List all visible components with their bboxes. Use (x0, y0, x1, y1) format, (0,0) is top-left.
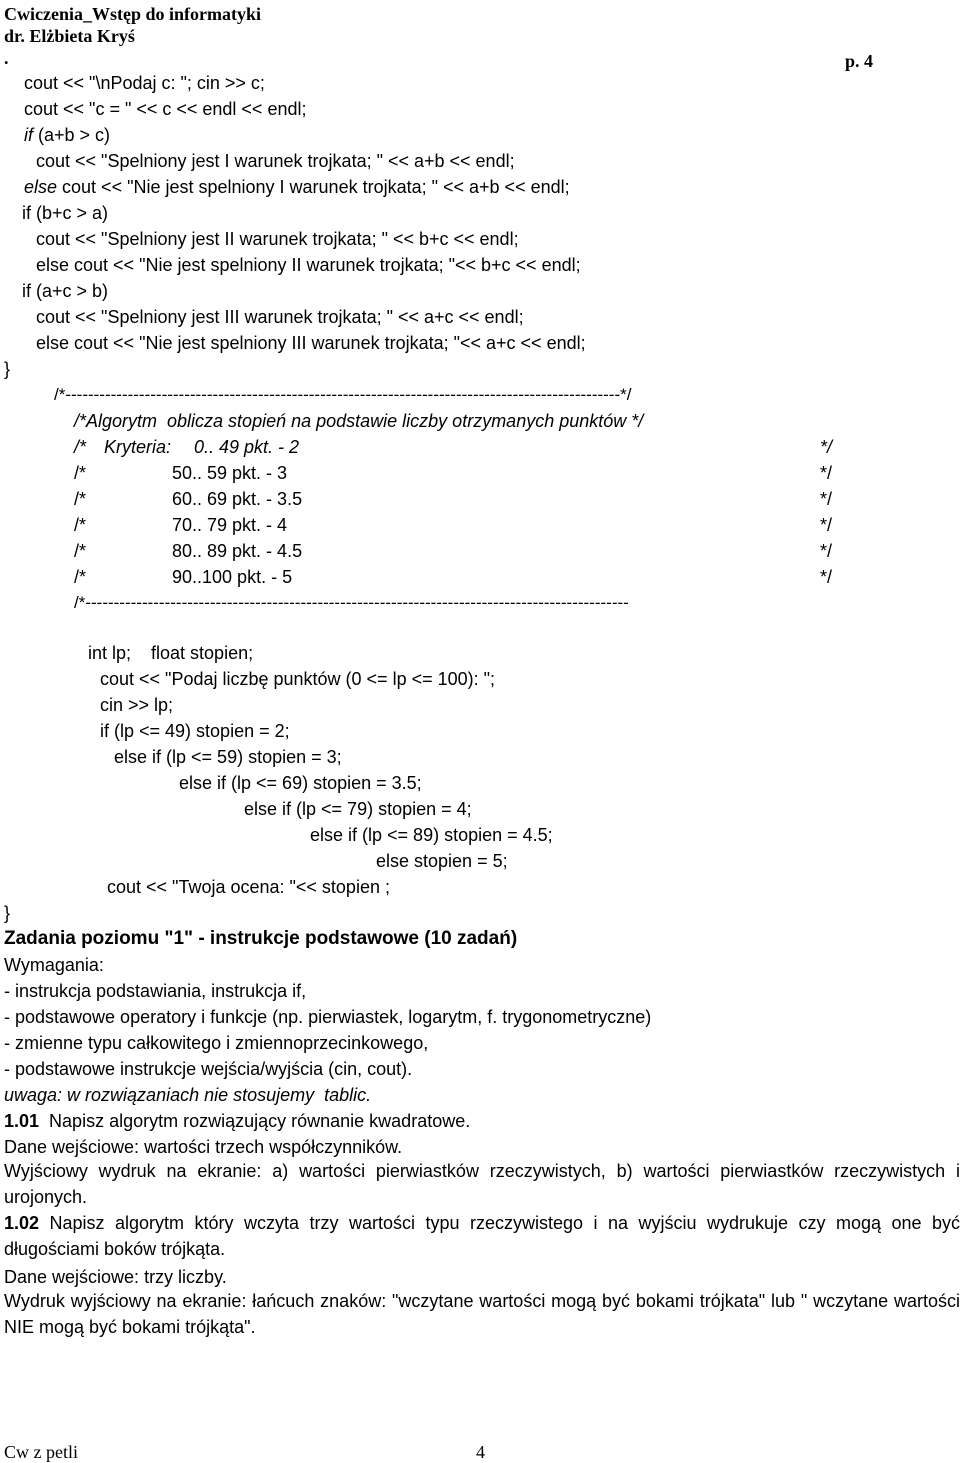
requirements-label: Wymagania: (4, 955, 104, 975)
criteria-open: /* (74, 463, 87, 483)
code-line: else cout << "Nie jest spelniony I warunek trojkata; " << a+b << endl; (24, 177, 570, 197)
code-line: if (a+c > b) (22, 281, 109, 301)
footer-title: Cw z petli (4, 1442, 78, 1462)
keyword-if: if (24, 125, 33, 145)
criteria-close: */ (820, 463, 833, 483)
code-line: cout << "Podaj liczbę punktów (0 <= lp <= 100): "; (100, 669, 496, 689)
comment-rule-top: /*--------------------------------------------------------------------------------------------------*/ (54, 385, 632, 404)
header-dot: . (4, 48, 9, 68)
code-line: cout << "Spelniony jest III warunek trojkata; " << a+c << endl; (36, 307, 524, 327)
task-input: Dane wejściowe: wartości trzech współczynników. (4, 1137, 403, 1157)
requirement-item: - zmienne typu całkowitego i zmiennoprzecinkowego, (4, 1033, 429, 1053)
task-heading (4, 1110, 470, 1132)
code-line: cout << "Twoja ocena: "<< stopien ; (107, 877, 390, 897)
criteria-open: /* (74, 515, 87, 535)
task-number: 1.02 (4, 1213, 40, 1233)
criteria-range: 50.. 59 pkt. - 3 (172, 463, 288, 483)
note: uwaga: w rozwiązaniach nie stosujemy tablic. (4, 1085, 372, 1105)
code-line: cout << "Spelniony jest I warunek trojkata; " << a+b << endl; (36, 151, 515, 171)
criteria-open: /* (74, 437, 87, 457)
code-line: } (4, 359, 11, 379)
requirement-item: - podstawowe operatory i funkcje (np. pierwiastek, logarytm, f. trygonometryczne) (4, 1007, 652, 1027)
criteria-open: /* (74, 567, 87, 587)
code-line: else cout << "Nie jest spelniony II warunek trojkata; "<< b+c << endl; (36, 255, 581, 275)
page-label: p. 4 (845, 51, 874, 71)
criteria-range: 60.. 69 pkt. - 3.5 (172, 489, 303, 509)
code-line: cout << "c = " << c << endl << endl; (24, 99, 307, 119)
document-header-author: dr. Elżbieta Kryś (4, 26, 135, 46)
task-output: Wydruk wyjściowy na ekranie: łańcuch znaków: "wczytane wartości mogą być bokami trójkata" lub " wczytane wartości NIE mogą być bokami trójkąta". (4, 1291, 960, 1337)
footer-page-number: 4 (476, 1442, 485, 1462)
code-line: if (b+c > a) (22, 203, 109, 223)
criteria-open: /* (74, 489, 87, 509)
code-line: if (a+b > c) (24, 125, 111, 145)
criteria-open: /* (74, 541, 87, 561)
code-line: } (4, 903, 11, 923)
criteria-range: 90..100 pkt. - 5 (172, 567, 293, 587)
code-line: cin >> lp; (100, 695, 174, 715)
code-line: else if (lp <= 79) stopien = 4; (244, 799, 472, 819)
criteria-range: 0.. 49 pkt. - 2 (194, 437, 300, 457)
code-line: else if (lp <= 69) stopien = 3.5; (179, 773, 422, 793)
criteria-close: */ (820, 515, 833, 535)
task-heading (4, 1210, 960, 1262)
criteria-close: */ (820, 567, 833, 587)
code-line: else if (lp <= 89) stopien = 4.5; (310, 825, 553, 845)
task-output: Wyjściowy wydruk na ekranie: a) wartości pierwiastków rzeczywistych, b) wartości pierwiastków rzeczywistych i urojonych. (4, 1161, 960, 1207)
task-text: Napisz algorytm rozwiązujący równanie kwadratowe. (39, 1111, 471, 1131)
document-header-course: Cwiczenia_Wstęp do informatyki (4, 4, 261, 24)
task-text: Napisz algorytm który wczyta trzy wartości typu rzeczywistego i na wyjściu wydrukuje czy mogą one być długościami boków trójkąta. (4, 1213, 960, 1259)
code-line: cout << "Spelniony jest II warunek trojkata; " << b+c << endl; (36, 229, 519, 249)
criteria-label: Kryteria: (104, 437, 172, 457)
comment-title: /*Algorytm oblicza stopień na podstawie liczby otrzymanych punktów */ (74, 411, 644, 431)
criteria-close: */ (820, 437, 833, 457)
section-title: Zadania poziomu "1" - instrukcje podstawowe (10 zadań) (4, 928, 518, 949)
task-input: Dane wejściowe: trzy liczby. (4, 1267, 227, 1287)
requirement-item: - podstawowe instrukcje wejścia/wyjścia (cin, cout). (4, 1059, 413, 1079)
criteria-close: */ (820, 541, 833, 561)
code-line: else stopien = 5; (376, 851, 508, 871)
code-line: if (lp <= 49) stopien = 2; (100, 721, 290, 741)
code-line: else if (lp <= 59) stopien = 3; (114, 747, 342, 767)
code-line: else cout << "Nie jest spelniony III warunek trojkata; "<< a+c << endl; (36, 333, 586, 353)
comment-rule-bottom: /*------------------------------------------------------------------------------------------------ (74, 593, 629, 612)
requirement-item: - instrukcja podstawiania, instrukcja if, (4, 981, 307, 1001)
task-number: 1.01 (4, 1111, 40, 1131)
code-line: int lp; float stopien; (88, 643, 254, 663)
code-line: cout << "\nPodaj c: "; cin >> c; (24, 73, 265, 93)
criteria-range: 70.. 79 pkt. - 4 (172, 515, 288, 535)
keyword-else: else (24, 177, 58, 197)
criteria-close: */ (820, 489, 833, 509)
criteria-range: 80.. 89 pkt. - 4.5 (172, 541, 303, 561)
